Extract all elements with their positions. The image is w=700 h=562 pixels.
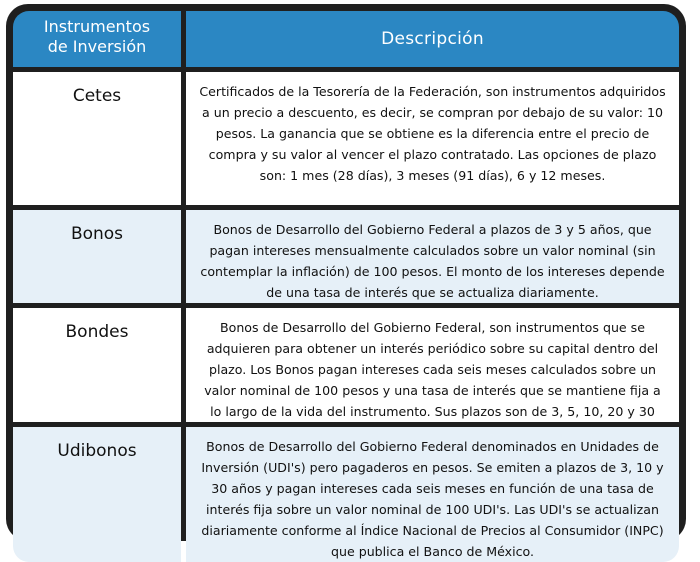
row-description-bonos: Bonos de Desarrollo del Gobierno Federal a plazos de 3 y 5 años, que pagan intereses mensualmente calculados sobre un valor nominal (sin contemplar la inflación) de 100 pesos. El monto de los intereses depende de una tasa de interés que se actualiza diariamente. (186, 210, 679, 303)
header-description: Descripción (186, 11, 679, 67)
row-description-cetes: Certificados de la Tesorería de la Federación, son instrumentos adquiridos a un precio a descuento, es decir, se compran por debajo de su valor: 10 pesos. La ganancia que se obtiene es la diferencia entre el precio de compra y su valor al vencer el plazo contratado. Las opciones de plazo son: 1 mes (28 días), 3 meses (91 días), 6 y 12 meses. (186, 72, 679, 205)
row-name-cetes: Cetes (13, 72, 181, 205)
row-description-udibonos: Bonos de Desarrollo del Gobierno Federal denominados en Unidades de Inversión (UDI's) pero pagaderos en pesos. Se emiten a plazos de 3, 10 y 30 años y pagan intereses cada seis meses en función de una tasa de interés fija sobre un valor nominal de 100 UDI's. Las UDI's se actualizan diariamente conforme al Índice Nacional de Precios al Consumidor (INPC) que publica el Banco de México. (186, 427, 679, 562)
investment-table-frame (6, 4, 686, 559)
row-name-udibonos: Udibonos (13, 427, 181, 562)
header-instruments: Instrumentos de Inversión (13, 11, 181, 67)
investment-table (13, 11, 679, 559)
row-name-bondes: Bondes (13, 308, 181, 422)
row-description-bondes: Bonos de Desarrollo del Gobierno Federal, son instrumentos que se adquieren para obtener un interés periódico sobre su capital dentro del plazo. Los Bonos pagan intereses cada seis meses calculados sobre un valor nominal de 100 pesos y una tasa de interés que se mantiene fija a lo largo de la vida del instrumento. Sus plazos son de 3, 5, 10, 20 y 30 (186, 308, 679, 422)
row-name-bonos: Bonos (13, 210, 181, 303)
